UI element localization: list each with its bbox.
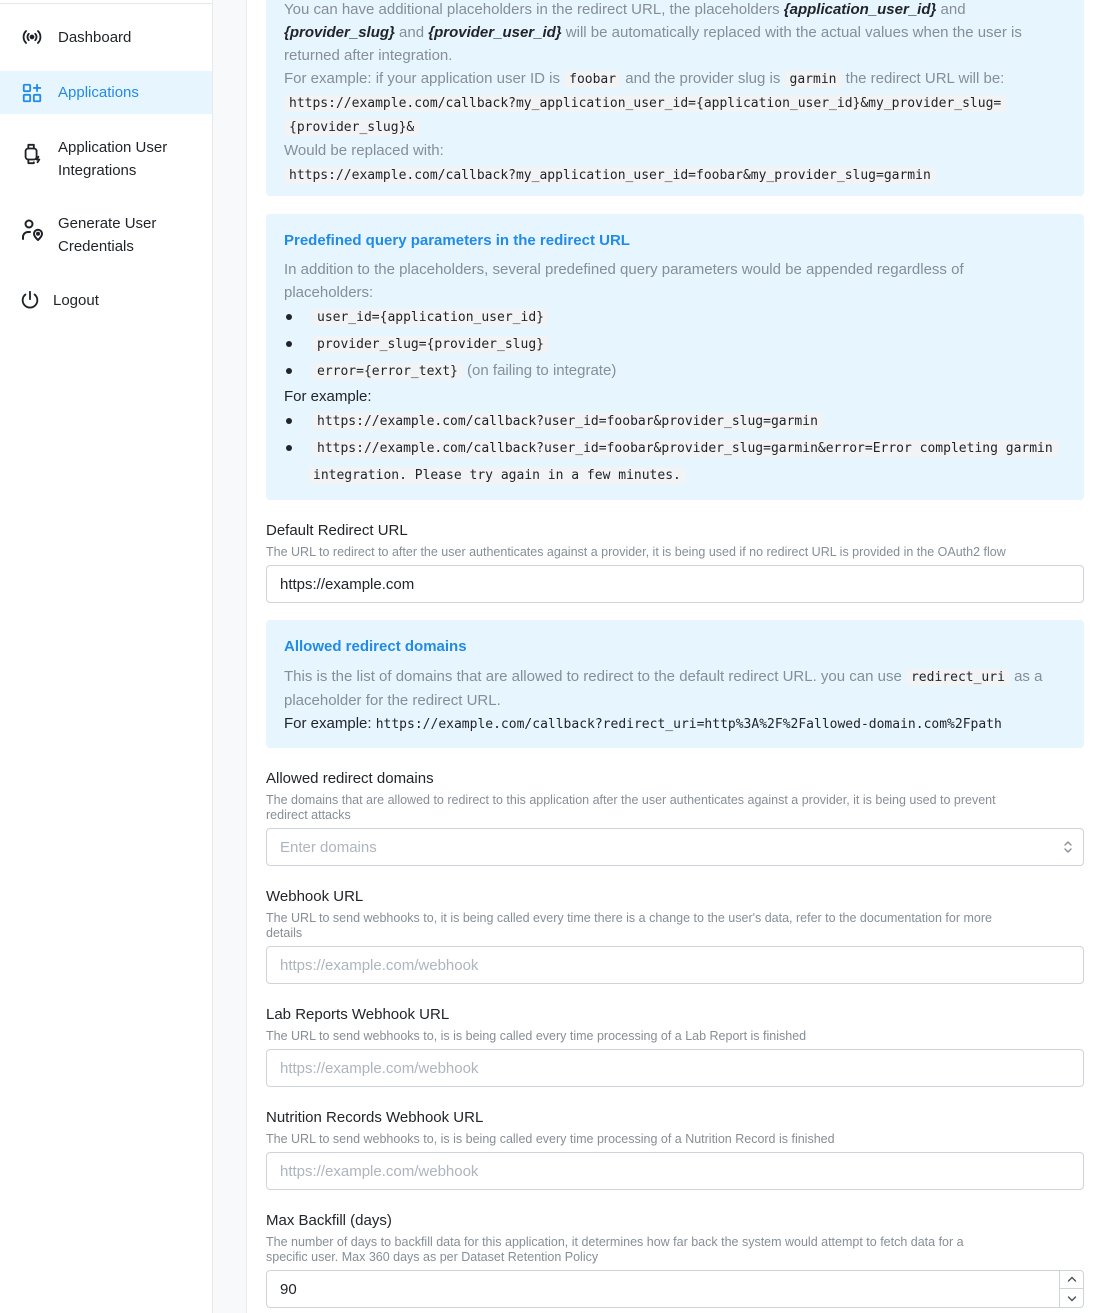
- apps-add-icon: [20, 81, 44, 105]
- list-item: [284, 435, 1066, 462]
- default-redirect-input[interactable]: [266, 565, 1084, 603]
- desc-line: The number of days to backfill data for this application, it determines how far back the system would attempt to fetch data for a: [266, 1235, 964, 1249]
- example-url-cont: [284, 462, 1066, 489]
- placeholders-text: [284, 0, 1066, 67]
- default-redirect-desc: The URL to redirect to after the user authenticates against a provider, it is being used if no redirect URL is provided in the OAuth2 flow: [266, 545, 1006, 559]
- examples-list: [284, 408, 1066, 462]
- broadcast-icon: [20, 25, 44, 49]
- placeholder-application-user-id: {application_user_id}: [783, 1, 937, 18]
- example-url-code: https://example.com/callback?user_id=foobar&provider_slug=garmin: [312, 413, 823, 430]
- desc-text: as a: [1009, 668, 1043, 685]
- webhook-label: Webhook URL: [266, 888, 364, 905]
- example-label: For example:: [284, 715, 376, 732]
- chevron-up-icon: [1067, 1275, 1077, 1283]
- nutrition-webhook-label: Nutrition Records Webhook URL: [266, 1109, 484, 1126]
- desc-line: The domains that are allowed to redirect to this application after the user authenticates against a provider, it is being used to prevent: [266, 793, 996, 807]
- desc-line: details: [266, 926, 303, 940]
- list-item: [284, 408, 1066, 435]
- chevron-down-icon: [1067, 1295, 1077, 1303]
- sidebar-item-applications[interactable]: [0, 71, 212, 114]
- desc-text: placeholder for the redirect URL.: [284, 692, 501, 709]
- webhook-input[interactable]: [266, 946, 1084, 984]
- param-code: error={error_text}: [312, 363, 463, 380]
- example-url-code-cont: integration. Please try again in a few minutes.: [308, 467, 686, 484]
- sidebar-item-label: [58, 136, 167, 182]
- sidebar-item-label: [58, 212, 156, 258]
- lab-webhook-input[interactable]: [266, 1049, 1084, 1087]
- allowed-domains-info-box: [266, 620, 1084, 748]
- url-template: [284, 91, 1066, 139]
- replaced-label: Would be replaced with:: [284, 142, 444, 159]
- desc-line: The URL to send webhooks to, it is being called every time there is a change to the user's data, refer to the documentation for more: [266, 911, 992, 925]
- number-stepper: [1059, 1270, 1084, 1308]
- allowed-domains-input[interactable]: [266, 828, 1084, 866]
- example-text: For example: if your application user ID is: [284, 70, 565, 87]
- example-url-code: https://example.com/callback?user_id=foobar&provider_slug=garmin&error=Error completing garmin: [312, 440, 1058, 457]
- param-code: provider_slug={provider_slug}: [312, 336, 549, 353]
- lab-webhook-desc: The URL to send webhooks to, is is being called every time processing of a Lab Report is finished: [266, 1029, 807, 1043]
- nutrition-webhook-input[interactable]: [266, 1152, 1084, 1190]
- predefined-params-title: Predefined query parameters in the redirect URL: [284, 232, 630, 249]
- desc-text: This is the list of domains that are allowed to redirect to the default redirect URL. you can use: [284, 668, 906, 685]
- allowed-domains-desc: [284, 665, 1066, 712]
- sidebar-item-label-line2: Credentials: [58, 238, 134, 255]
- sidebar-item-label: Dashboard: [58, 28, 132, 46]
- sidebar-item-label-line1: Generate User: [58, 215, 157, 232]
- predefined-params-desc: [284, 258, 1066, 304]
- chevron-up-down-icon: [1062, 839, 1074, 855]
- sidebar-divider: [0, 3, 213, 4]
- list-item: [284, 304, 1066, 331]
- conjunction-text: and: [394, 24, 429, 41]
- allowed-domains-label: Allowed redirect domains: [266, 770, 434, 787]
- list-item: [284, 358, 1066, 385]
- url-template-code-cont: {provider_slug}&: [284, 119, 419, 136]
- placeholders-example: [284, 67, 1066, 91]
- placeholders-explanation: will be automatically replaced with the actual values when the user is: [561, 24, 1022, 41]
- webhook-desc: [266, 911, 1084, 941]
- sidebar-item-application-user-integrations[interactable]: [0, 124, 212, 184]
- sidebar-item-logout[interactable]: [0, 278, 212, 322]
- redirect-uri-code: redirect_uri: [906, 669, 1010, 686]
- default-redirect-label: Default Redirect URL: [266, 522, 408, 539]
- decrement-button[interactable]: [1060, 1289, 1084, 1308]
- sidebar-item-generate-user-credentials[interactable]: [0, 200, 212, 260]
- url-replaced-code: https://example.com/callback?my_application_user_id=foobar&my_provider_slug=garmin: [284, 167, 936, 184]
- example-label: For example:: [284, 388, 372, 405]
- placeholder-provider-user-id: {provider_user_id}: [428, 24, 562, 41]
- url-template-code: https://example.com/callback?my_application_user_id={application_user_id}&my_provider_slug=: [284, 95, 1006, 112]
- increment-button[interactable]: [1060, 1270, 1084, 1289]
- predefined-params-info-box: [266, 214, 1084, 500]
- placeholder-provider-slug: {provider_slug}: [284, 24, 395, 41]
- lab-webhook-label: Lab Reports Webhook URL: [266, 1006, 450, 1023]
- watch-bolt-icon: [20, 142, 44, 166]
- list-item: [284, 331, 1066, 358]
- example-provider-code: garmin: [785, 71, 842, 88]
- params-list: [284, 304, 1066, 385]
- example-text: and the provider slug is: [621, 70, 785, 87]
- url-replaced: [284, 163, 1066, 187]
- example-user-id-code: foobar: [564, 71, 621, 88]
- sidebar: [0, 0, 213, 1313]
- desc-line: placeholders:: [284, 284, 374, 301]
- sidebar-item-dashboard[interactable]: [0, 14, 212, 60]
- placeholders-info-box: [266, 0, 1084, 196]
- power-icon: [18, 288, 42, 312]
- allowed-domains-title: Allowed redirect domains: [284, 638, 467, 655]
- sidebar-item-label-line2: Integrations: [58, 162, 137, 179]
- example-text: the redirect URL will be:: [841, 70, 1005, 87]
- backfill-desc: [266, 1235, 1084, 1265]
- allowed-domains-select[interactable]: [266, 828, 1084, 866]
- param-code: user_id={application_user_id}: [312, 309, 549, 326]
- example-url-code: https://example.com/callback?redirect_uri=http%3A%2F%2Fallowed-domain.com%2Fpath: [375, 717, 1002, 732]
- desc-line: In addition to the placeholders, several predefined query parameters would be appended regardless of: [284, 261, 964, 278]
- sidebar-item-label-line1: Application User: [58, 139, 168, 156]
- user-pin-icon: [20, 218, 44, 242]
- backfill-number-input[interactable]: [266, 1270, 1084, 1308]
- nutrition-webhook-desc: The URL to send webhooks to, is is being called every time processing of a Nutrition Record is finished: [266, 1132, 835, 1146]
- conjunction-text: and: [936, 1, 966, 18]
- placeholders-intro: You can have additional placeholders in the redirect URL, the placeholders: [284, 1, 784, 18]
- backfill-label: Max Backfill (days): [266, 1212, 392, 1229]
- content-gutter: [213, 0, 247, 1313]
- placeholders-explanation-end: returned after integration.: [284, 47, 453, 64]
- param-note: (on failing to integrate): [462, 362, 617, 379]
- desc-line: redirect attacks: [266, 808, 351, 822]
- backfill-input[interactable]: [266, 1270, 1084, 1308]
- desc-line: specific user. Max 360 days as per Dataset Retention Policy: [266, 1250, 599, 1264]
- allowed-domains-example: [284, 712, 1066, 736]
- sidebar-item-label: Applications: [58, 84, 139, 101]
- sidebar-item-label: Logout: [53, 291, 99, 309]
- allowed-domains-desc: [266, 793, 1084, 823]
